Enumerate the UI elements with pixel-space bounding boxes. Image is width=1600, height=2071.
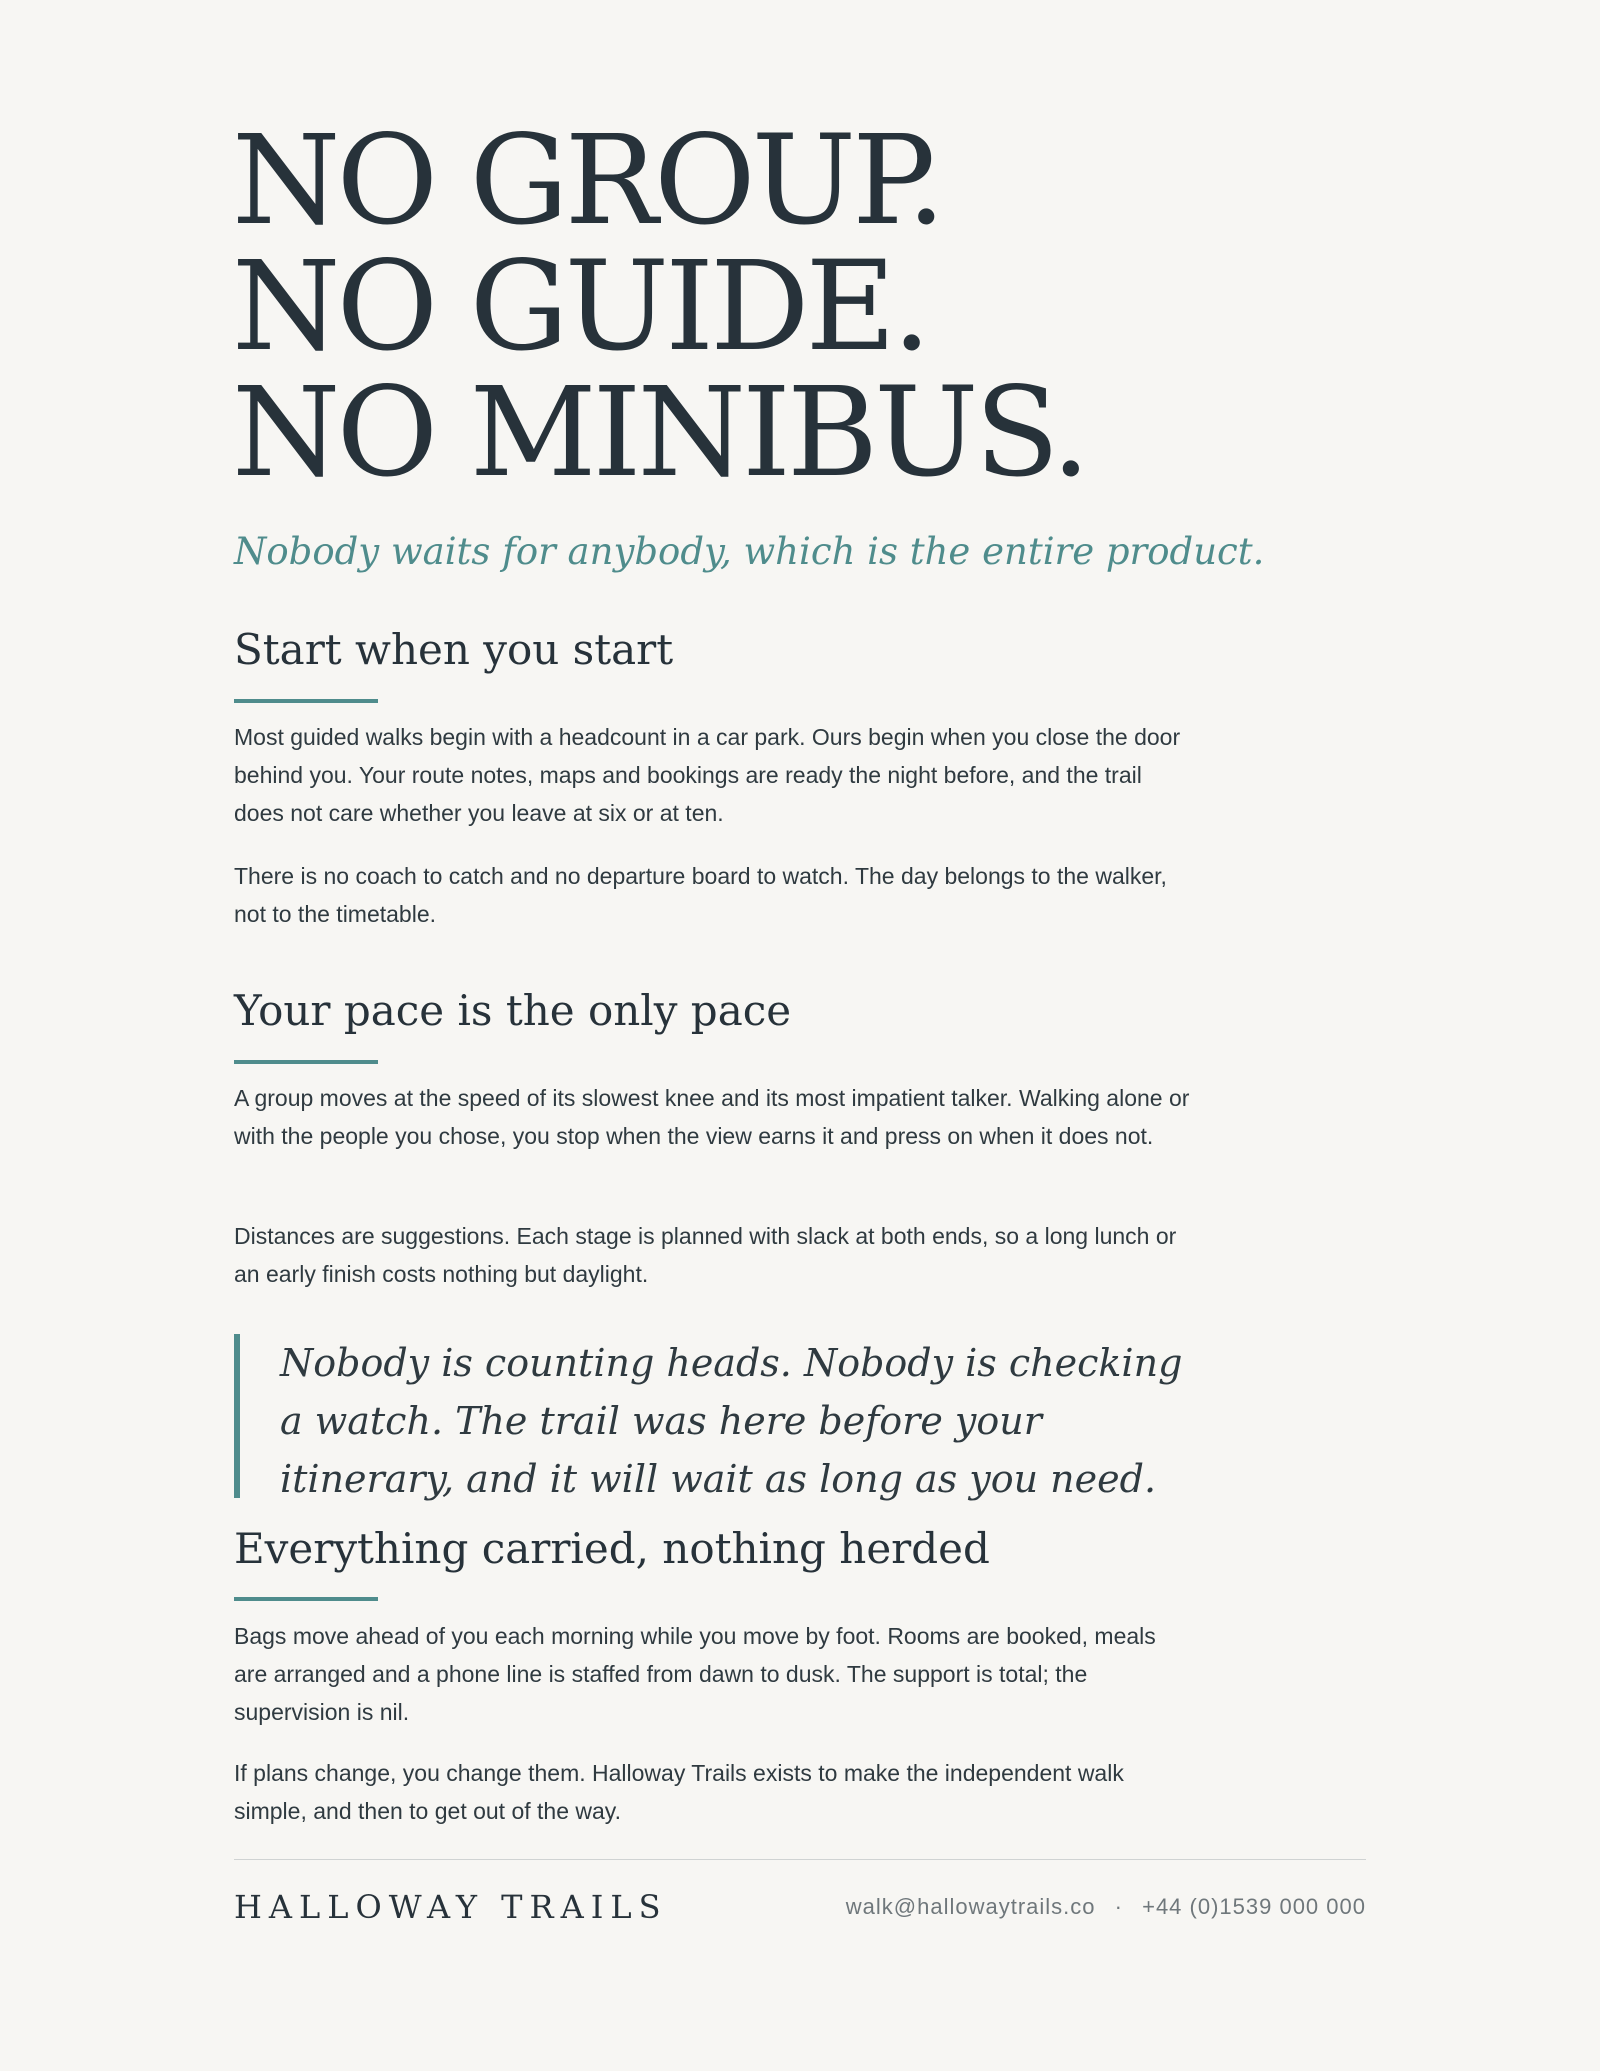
section-rule [234,1060,378,1064]
hero-line-guide: NO GUIDE. [232,235,928,379]
contact-separator: · [1114,1894,1123,1919]
section-title-carried: Everything carried, nothing herded [234,1524,990,1573]
footer-divider [234,1859,1366,1860]
section-start-paragraph-1: Most guided walks begin with a headcount in a car park. Ours begin when you close the door behind you. Your route notes, maps and bookings are ready the night before, and the trail does not care whether you leave at six or at ten. [234,724,1181,826]
section-title-pace: Your pace is the only pace [234,986,792,1035]
section-title-start: Start when you start [234,625,674,674]
contact-email[interactable]: walk@hallowaytrails.co [845,1894,1096,1919]
section-start-paragraph-2: There is no coach to catch and no departure board to watch. The day belongs to the walker, not to the timetable. [234,863,1167,927]
section-rule [234,1597,378,1601]
hero-line-minibus: NO MINIBUS. [232,361,1087,505]
section-pace-paragraph-1: A group moves at the speed of its slowest knee and its most impatient talker. Walking alone or with the people you chose, you stop when the view earns it and press on when it does not. [234,1085,1190,1149]
section-carried-paragraph-2: If plans change, you change them. Halloway Trails exists to make the independent walk simple, and then to get out of the way. [234,1760,1124,1824]
section-rule [234,699,378,703]
pull-quote: Nobody is counting heads. Nobody is checking a watch. The trail was here before your itinerary, and it will wait as long as you need. [234,1334,1194,1498]
brand-wordmark: HALLOWAY TRAILS [234,1888,668,1926]
hero-line-group: NO GROUP. [232,109,942,253]
section-carried-paragraph-1: Bags move ahead of you each morning while you move by foot. Rooms are booked, meals are arranged and a phone line is staffed from dawn to dusk. The support is total; the supervision is nil. [234,1623,1156,1725]
section-pace-paragraph-2: Distances are suggestions. Each stage is planned with slack at both ends, so a long lunch or an early finish costs nothing but daylight. [234,1223,1177,1287]
hero-headline [232,109,1412,505]
tagline: Nobody waits for anybody, which is the entire product. [234,530,1265,573]
contact-info [846,1892,1366,1922]
contact-phone[interactable]: +44 (0)1539 000 000 [1142,1894,1366,1919]
